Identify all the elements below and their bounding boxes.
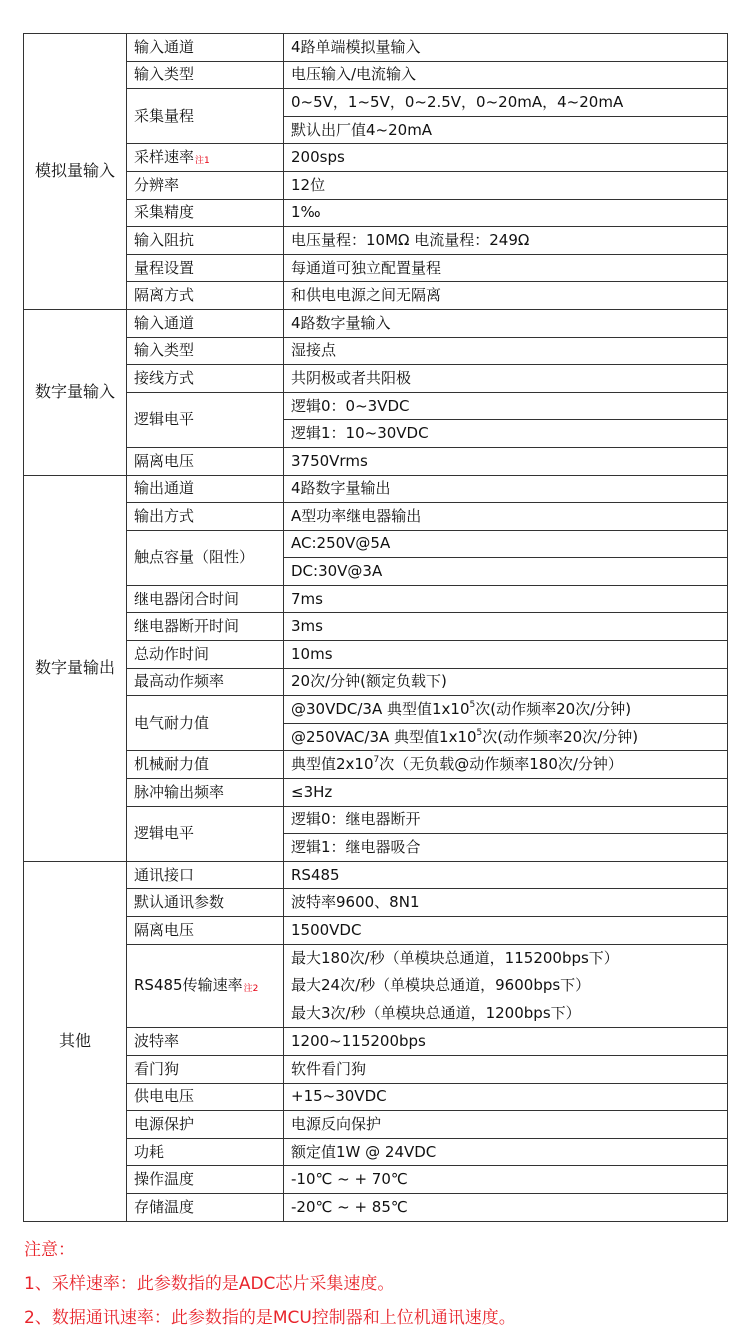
spec-value: -20℃ ~ + 85℃ [284,1193,728,1221]
spec-label [127,889,284,917]
spec-label-text: 默认通讯参数 [134,893,225,912]
spec-label [127,447,284,475]
spec-label [127,61,284,89]
table-row [24,171,728,199]
spec-value: 0~5V，1~5V，0~2.5V，0~20mA，4~20mA [284,89,728,117]
spec-label-text: 看门狗 [134,1059,180,1078]
spec-value: 电压量程：10MΩ 电流量程：249Ω [284,227,728,255]
exponent: 5 [469,700,476,711]
table-row [24,144,728,172]
spec-label [127,1028,284,1056]
spec-value: 共阴极或者共阳极 [284,365,728,393]
spec-label-text: 供电电压 [134,1087,195,1106]
spec-label [127,751,284,779]
spec-value: 7ms [284,585,728,613]
table-row [24,751,728,779]
spec-label-text: 采样速率 [134,147,195,166]
spec-value-text: 次(动作频率20次/分钟) [482,727,639,746]
spec-value [284,723,728,751]
spec-value [284,696,728,724]
section-category: 数字量输出 [24,475,127,861]
table-row [24,641,728,669]
table-row [24,337,728,365]
spec-label [127,668,284,696]
table-row [24,1138,728,1166]
spec-label-text: 输出通道 [134,479,195,498]
spec-label [127,254,284,282]
section-category: 模拟量输入 [24,34,127,310]
table-row [24,199,728,227]
table-row [24,696,728,724]
notes-title: 注意： [24,1240,75,1260]
spec-value: 12位 [284,171,728,199]
spec-label [127,806,284,861]
spec-value: 额定值1W @ 24VDC [284,1138,728,1166]
note-item-1: 1、采样速率：此参数指的是ADC芯片采集速度。 [24,1274,395,1294]
spec-value: 200sps [284,144,728,172]
spec-value-line: 最大3次/秒（单模块总通道，1200bps下） [291,1003,581,1022]
spec-label-text: 输入通道 [134,37,195,56]
spec-label [127,1083,284,1111]
spec-label-text: 接线方式 [134,368,195,387]
spec-value: 1‰ [284,199,728,227]
footnote-mark: 注2 [243,983,259,994]
spec-value: ≤3Hz [284,779,728,807]
spec-label-text: 采集量程 [134,106,195,125]
spec-value-line: 最大24次/秒（单模块总通道，9600bps下） [291,976,591,995]
spec-label-text: 输入类型 [134,65,195,84]
spec-value: 软件看门狗 [284,1055,728,1083]
spec-value: 20次/分钟(额定负载下) [284,668,728,696]
spec-value: 4路单端模拟量输入 [284,34,728,62]
spec-label-text: 隔离方式 [134,286,195,305]
table-row [24,585,728,613]
spec-label-text: 电源保护 [134,1114,195,1133]
spec-label-text: 波特率 [134,1032,180,1051]
spec-label-text: 继电器闭合时间 [134,589,240,608]
spec-label [127,503,284,531]
spec-value-text: @30VDC/3A 典型值1x10 [291,700,470,719]
footnote-mark: 注1 [195,155,210,166]
spec-value: DC:30V@3A [284,558,728,586]
spec-label [127,89,284,144]
spec-label-text: 通讯接口 [134,865,195,884]
spec-label [127,144,284,172]
spec-table-body [24,34,728,1222]
spec-label-text: 机械耐力值 [134,755,210,774]
spec-label [127,199,284,227]
table-row [24,779,728,807]
spec-label-text: 最高动作频率 [134,672,225,691]
table-row [24,475,728,503]
spec-label [127,613,284,641]
spec-label-text: 继电器断开时间 [134,617,240,636]
spec-value-line: 最大180次/秒（单模块总通道，115200bps下） [291,948,619,967]
spec-value: A型功率继电器输出 [284,503,728,531]
spec-value: 4路数字量输入 [284,309,728,337]
table-row [24,1166,728,1194]
spec-value: 电源反向保护 [284,1111,728,1139]
table-row [24,1028,728,1056]
spec-value: 每通道可独立配置量程 [284,254,728,282]
spec-value: AC:250V@5A [284,530,728,558]
exponent: 5 [476,727,483,738]
spec-table [23,33,728,1222]
spec-label [127,641,284,669]
spec-value-text: @250VAC/3A 典型值1x10 [291,727,477,746]
spec-label [127,917,284,945]
table-row [24,392,728,420]
exponent: 7 [373,755,380,766]
table-row [24,1055,728,1083]
spec-value: 4路数字量输出 [284,475,728,503]
spec-value-text: 次（无负载@动作频率180次/分钟） [379,755,623,774]
spec-label-text: 触点容量（阻性） [134,548,255,567]
spec-label-text: 总动作时间 [134,644,210,663]
spec-label [127,365,284,393]
spec-label-text: 分辨率 [134,175,180,194]
spec-value: 逻辑0：0~3VDC [284,392,728,420]
spec-label [127,1138,284,1166]
spec-value: 逻辑1：继电器吸合 [284,834,728,862]
table-row [24,668,728,696]
spec-value-text: 典型值2x10 [291,755,374,774]
table-row [24,917,728,945]
spec-label [127,1193,284,1221]
table-row [24,282,728,310]
table-row [24,1083,728,1111]
spec-value: 和供电电源之间无隔离 [284,282,728,310]
spec-label [127,34,284,62]
table-row [24,530,728,558]
spec-value: 默认出厂值4~20mA [284,116,728,144]
spec-label-text: 功耗 [134,1142,165,1161]
table-row [24,309,728,337]
table-row [24,61,728,89]
spec-label-text: 量程设置 [134,258,195,277]
table-row [24,254,728,282]
spec-value: 1500VDC [284,917,728,945]
spec-label [127,309,284,337]
spec-label-text: 逻辑电平 [134,824,195,843]
spec-value: RS485 [284,861,728,889]
section-category: 其他 [24,861,127,1221]
spec-label-text: 电气耐力值 [134,713,210,732]
table-row [24,1193,728,1221]
spec-label-text: 输入阻抗 [134,230,195,249]
spec-label [127,1166,284,1194]
spec-label-text: 输出方式 [134,506,195,525]
table-row [24,447,728,475]
spec-label-text: 输入类型 [134,341,195,360]
spec-label [127,861,284,889]
spec-value: 1200~115200bps [284,1028,728,1056]
spec-label [127,1111,284,1139]
spec-label-text: 隔离电压 [134,451,195,470]
spec-label-text: RS485传输速率 [134,975,243,994]
note-item-2: 2、数据通讯速率：此参数指的是MCU控制器和上位机通讯速度。 [24,1308,516,1328]
table-row [24,227,728,255]
spec-label-text: 输入通道 [134,313,195,332]
spec-label [127,392,284,447]
spec-label [127,475,284,503]
spec-label-text: 操作温度 [134,1170,195,1189]
spec-label [127,227,284,255]
spec-label [127,585,284,613]
spec-label-text: 存储温度 [134,1197,195,1216]
spec-label [127,1055,284,1083]
table-row [24,89,728,117]
spec-label-text: 逻辑电平 [134,410,195,429]
spec-value: +15~30VDC [284,1083,728,1111]
table-row [24,806,728,834]
spec-value [284,751,728,779]
table-row [24,1111,728,1139]
spec-label-text: 采集精度 [134,203,195,222]
spec-label [127,171,284,199]
spec-value: 波特率9600、8N1 [284,889,728,917]
spec-label [127,944,284,1028]
spec-label-text: 隔离电压 [134,920,195,939]
table-row [24,889,728,917]
table-row [24,34,728,62]
spec-label [127,282,284,310]
spec-value: 电压输入/电流输入 [284,61,728,89]
spec-value: 逻辑0：继电器断开 [284,806,728,834]
notes [24,1236,516,1338]
spec-value: -10℃ ~ + 70℃ [284,1166,728,1194]
spec-value [284,944,728,1028]
table-row [24,944,728,1028]
table-row [24,365,728,393]
table-row [24,613,728,641]
spec-value: 3ms [284,613,728,641]
spec-label [127,530,284,585]
spec-value-text: 次(动作频率20次/分钟) [475,700,632,719]
table-row [24,503,728,531]
spec-value: 10ms [284,641,728,669]
spec-label [127,696,284,751]
spec-label [127,337,284,365]
spec-value: 3750Vrms [284,447,728,475]
spec-label [127,779,284,807]
section-category: 数字量输入 [24,309,127,475]
spec-value: 逻辑1：10~30VDC [284,420,728,448]
spec-value: 湿接点 [284,337,728,365]
table-row [24,861,728,889]
spec-label-text: 脉冲输出频率 [134,782,225,801]
